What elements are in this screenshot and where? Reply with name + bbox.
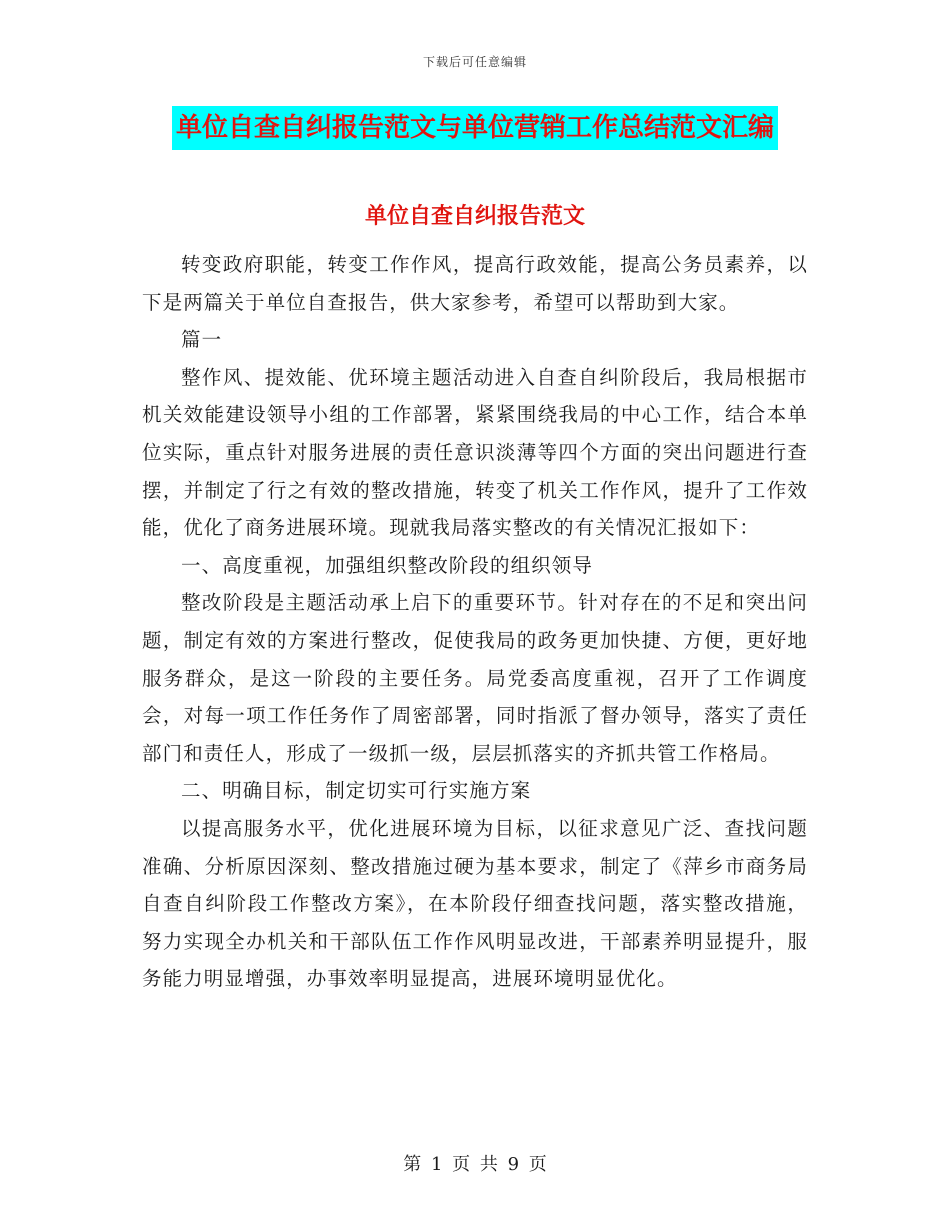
paragraph-heading-1: 一、高度重视，加强组织整改阶段的组织领导 <box>181 553 594 577</box>
paragraph-leadership: 整改阶段是主题活动承上启下的重要环节。针对存在的不足和突出问题，制定有效的方案进行整改，促使我局的政务更加快捷、方便，更好地服务群众，是这一阶段的主要任务。局党委高度重视，召开了工作调度会，对每一项工作任务作了周密部署，同时指派了督办领导，落实了责任部门和责任人，形成了一级抓一级，层层抓落实的齐抓共管工作格局。 <box>142 591 808 765</box>
paragraph-heading-2: 二、明确目标，制定切实可行实施方案 <box>181 779 532 803</box>
document-body <box>142 246 808 998</box>
paragraph-goals: 以提高服务水平，优化进展环境为目标，以征求意见广泛、查找问题准确、分析原因深刻、整改措施过硬为基本要求，制定了《萍乡市商务局自查自纠阶段工作整改方案》，在本阶段仔细查找问题，落实整改措施，努力实现全办机关和干部队伍工作作风明显改进，干部素养明显提升，服务能力明显增强，办事效率明显提高，进展环境明显优化。 <box>142 816 808 991</box>
document-title-container <box>0 106 950 150</box>
page-number: 第 1 页 共 9 页 <box>403 1154 547 1175</box>
section-title: 单位自查自纠报告范文 <box>364 203 585 229</box>
paragraph-part-label: 篇一 <box>181 328 223 352</box>
paragraph-overview: 整作风、提效能、优环境主题活动进入自查自纠阶段后，我局根据市机关效能建设领导小组的工作部署，紧紧围绕我局的中心工作，结合本单位实际，重点针对服务进展的责任意识淡薄等四个方面的突出问题进行查摆，并制定了行之有效的整改措施，转变了机关工作作风，提升了工作效能，优化了商务进展环境。现就我局落实整改的有关情况汇报如下： <box>142 365 808 540</box>
header-note: 下载后可任意编辑 <box>422 55 527 69</box>
paragraph-intro: 转变政府职能，转变工作作风，提高行政效能，提高公务员素养，以下是两篇关于单位自查报告，供大家参考，希望可以帮助到大家。 <box>142 253 808 314</box>
document-title: 单位自查自纠报告范文与单位营销工作总结范文汇编 <box>172 106 778 150</box>
